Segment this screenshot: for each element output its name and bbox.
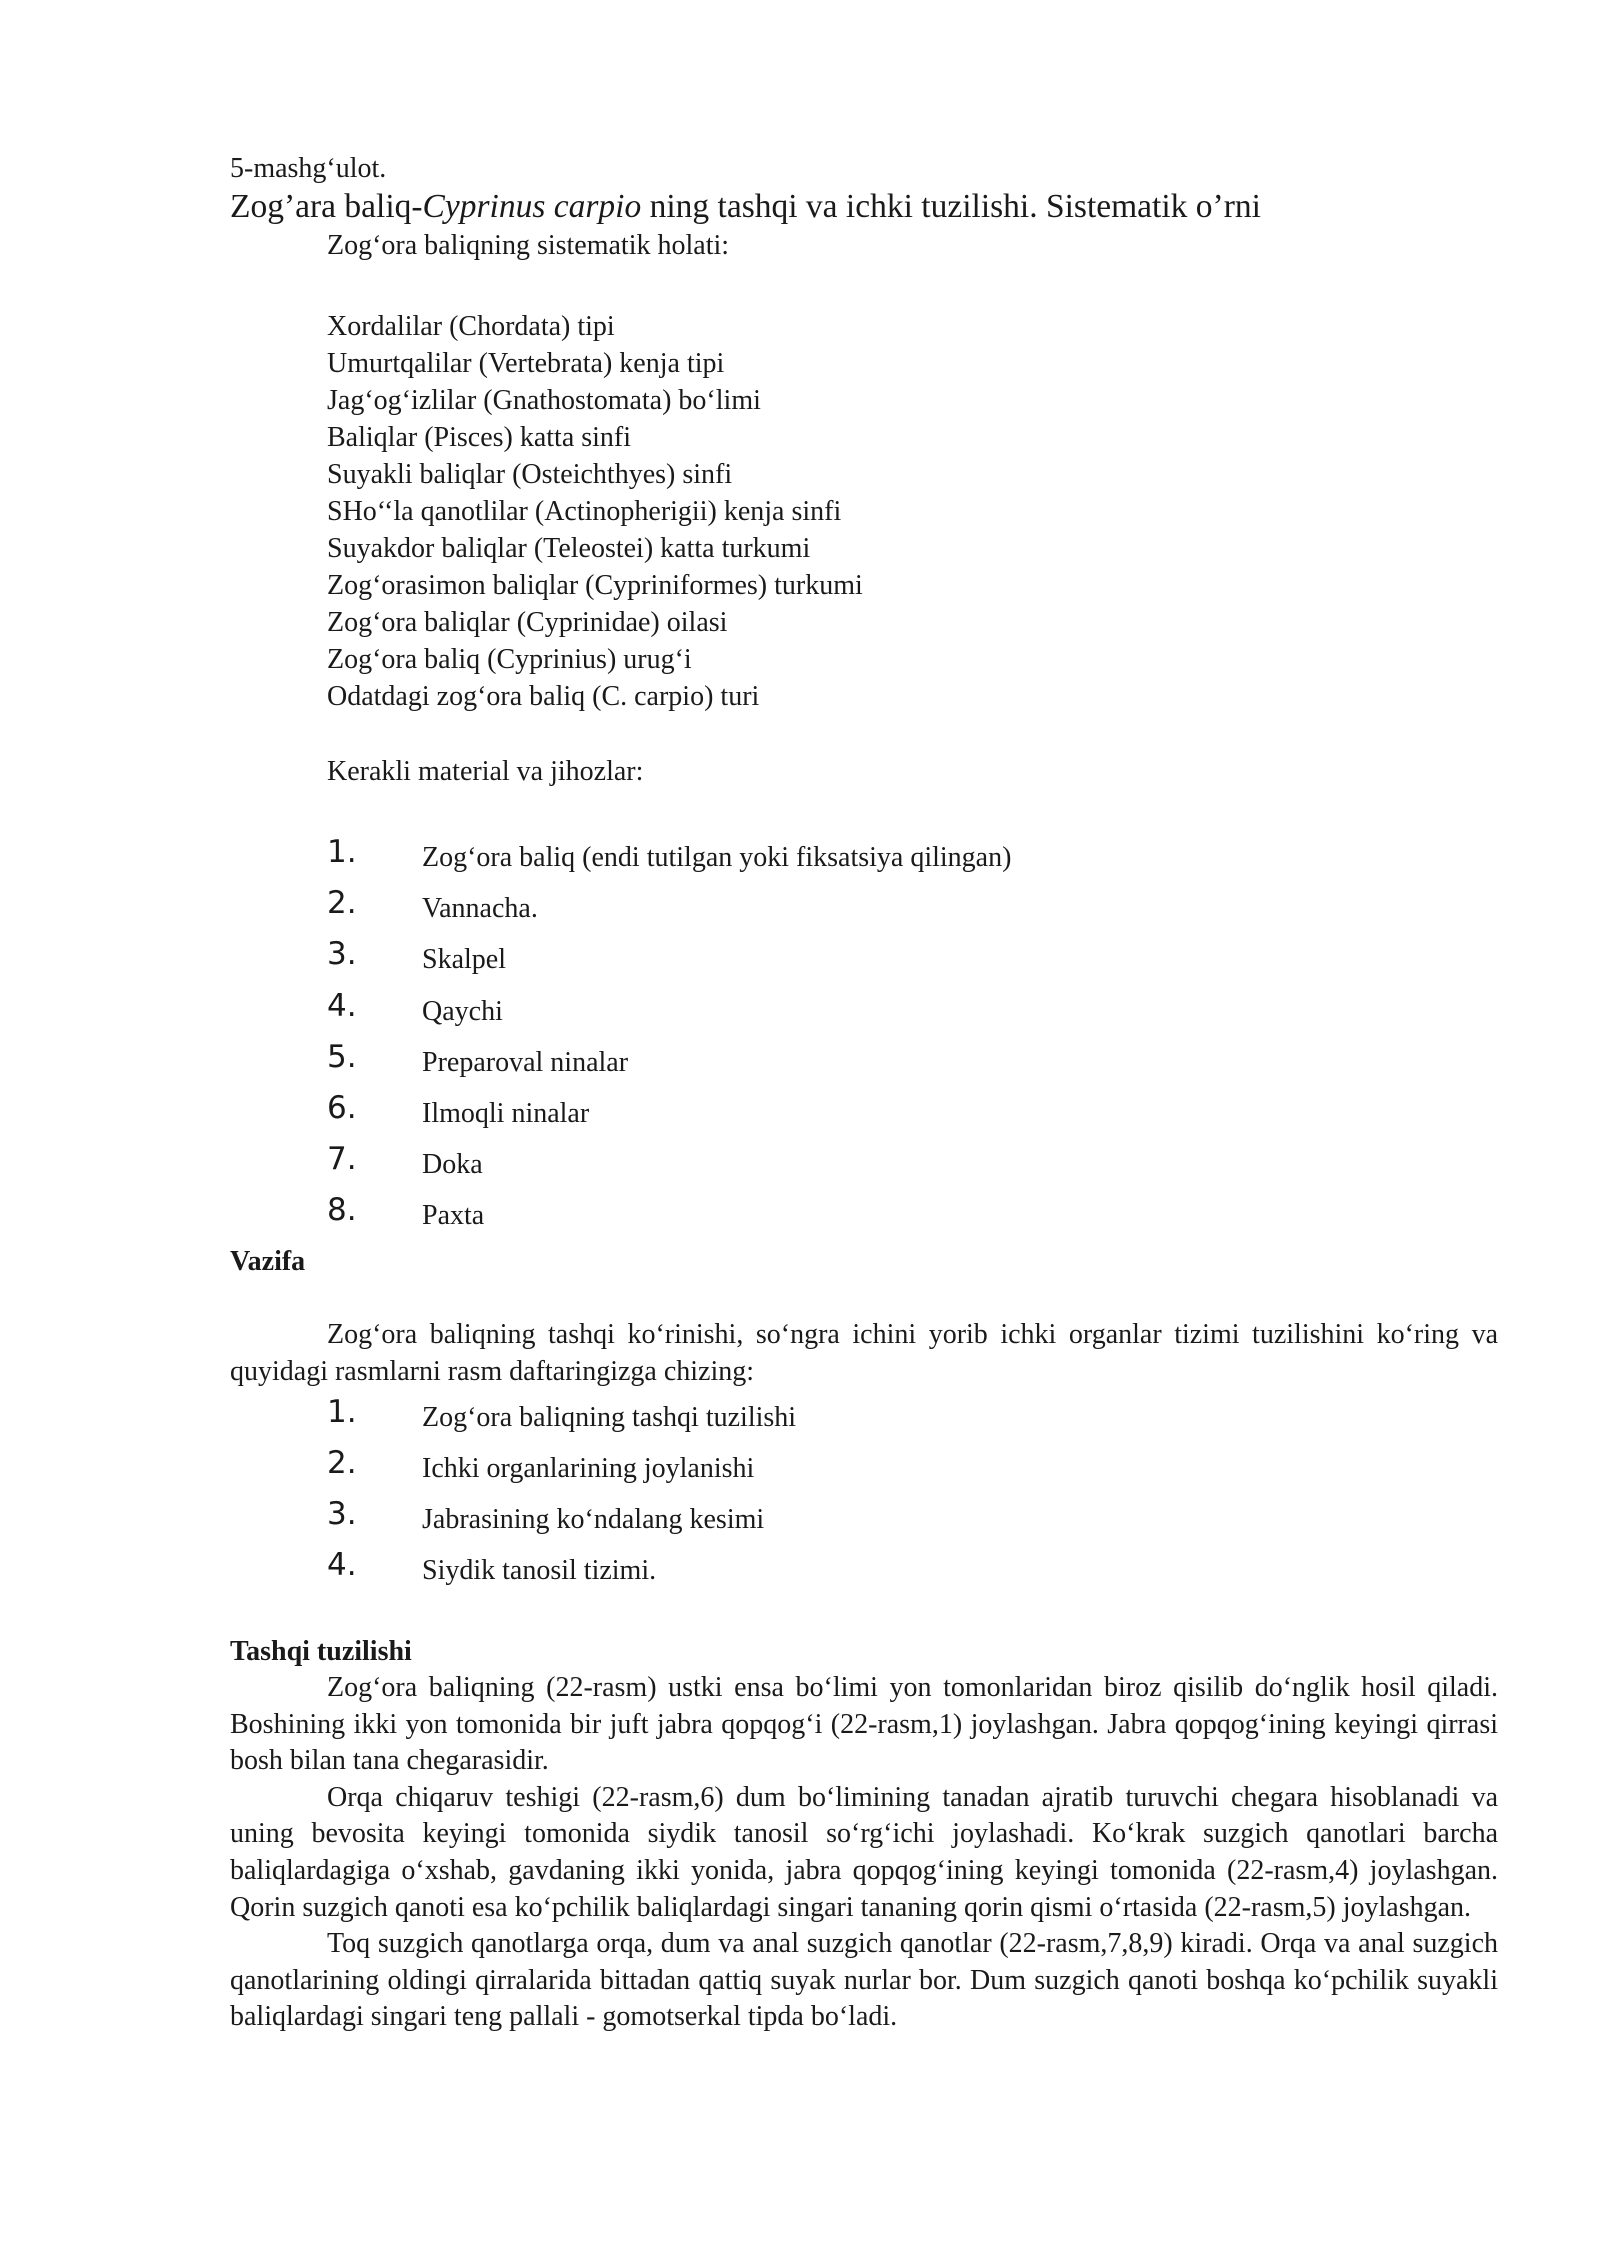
list-number: 1. [327,1394,357,1430]
list-number: 2. [327,1445,357,1481]
taxon-line: Umurtqalilar (Vertebrata) kenja tipi [327,348,725,379]
title-prefix: Zog’ara baliq- [230,188,423,225]
list-item [230,934,1498,985]
list-text: Siydik tanosil tizimi. [422,1555,657,1586]
list-item [230,1494,1498,1545]
materials-list [230,832,1498,1242]
taxon-line: Zog‘ora baliq (Cyprinius) urug‘i [327,644,692,675]
external-structure-section [230,1633,1498,2036]
task-paragraph-block [230,1317,1498,1390]
list-text: Paxta [422,1200,485,1232]
materials-heading: Kerakli material va jihozlar: [327,756,644,787]
list-number: 2. [327,885,357,922]
body-paragraph: Toq suzgich qanotlarga orqa, dum va anal suzgich qanotlar (22-rasm,7,8,9) kiradi. Orqa va anal suzgich qanotlarining oldingi qirralarida bittadan qattiq suyak nurlar bor. Dum suzgich qanoti boshqa ko‘pchilik suyakli baliqlardagi singari teng pallali - gomotserkal tipda bo‘ladi. [230,1928,1498,2033]
list-text: Jabrasining ko‘ndalang kesimi [422,1504,765,1535]
taxon-line: Suyakdor baliqlar (Teleostei) katta turkumi [327,533,811,564]
list-number: 4. [327,1547,357,1583]
task-heading: Vazifa [230,1246,306,1277]
materials-section [230,753,1498,790]
taxon-line: Zog‘orasimon baliqlar (Cypriniformes) turkumi [327,570,863,601]
list-item [230,1443,1498,1494]
list-text: Zog‘ora baliqning tashqi tuzilishi [422,1402,797,1433]
list-number: 1. [327,834,357,870]
list-number: 3. [327,936,357,973]
systematic-list [230,308,1498,715]
list-item [230,1392,1498,1443]
list-number: 3. [327,1496,357,1532]
list-text: Ilmoqli ninalar [422,1097,590,1129]
taxon-line: Baliqlar (Pisces) katta sinfi [327,422,632,453]
taxon-line: Suyakli baliqlar (Osteichthyes) sinfi [327,459,733,490]
list-item [230,832,1498,883]
taxon-line: Jag‘og‘izlilar (Gnathostomata) bo‘limi [327,385,761,416]
taxon-line: SHo‘‘la qanotlilar (Actinopherigii) kenja sinfi [327,496,842,527]
taxon-line: Zog‘ora baliqlar (Cyprinidae) oilasi [327,607,728,638]
list-text: Doka [422,1149,483,1181]
list-item [230,1139,1498,1190]
list-text: Skalpel [422,944,506,976]
lesson-header [230,150,1498,264]
list-item [230,883,1498,934]
list-item [230,1088,1498,1139]
list-text: Ichki organlarining joylanishi [422,1453,755,1484]
list-item [230,1545,1498,1596]
list-number: 6. [327,1089,357,1126]
list-number: 5. [327,1038,357,1075]
lesson-number: 5-mashg‘ulot. [230,153,387,184]
title-suffix: ning tashqi va ichki tuzilishi. Sistematik o’rni [641,188,1261,225]
list-text: Vannacha. [422,893,538,925]
body-paragraph: Zog‘ora baliqning (22-rasm) ustki ensa bo‘limi yon tomonlaridan biroz qisilib do‘nglik hosil qiladi. Boshining ikki yon tomonida bir juft jabra qopqog‘i (22-rasm,1) joylashgan. Jabra qopqog‘ining keyingi qirrasi bosh bilan tana chegarasidir. [230,1672,1498,1777]
taxon-line: Xordalilar (Chordata) tipi [327,311,615,342]
page-title [230,187,1498,227]
taxon-line: Odatdagi zog‘ora baliq (C. carpio) turi [327,681,760,712]
list-text: Preparoval ninalar [422,1046,629,1078]
list-item [230,1190,1498,1241]
list-text: Zog‘ora baliq (endi tutilgan yoki fiksatsiya qilingan) [422,842,1012,873]
list-item [230,986,1498,1037]
task-section [230,1243,1498,1280]
section-heading: Tashqi tuzilishi [230,1636,412,1667]
systematic-intro: Zog‘ora baliqning sistematik holati: [327,230,730,261]
list-text: Qaychi [422,995,503,1027]
list-number: 7. [327,1141,357,1178]
list-number: 4. [327,987,357,1024]
list-number: 8. [327,1192,357,1229]
title-latin-name: Cyprinus carpio [422,188,642,225]
list-item [230,1037,1498,1088]
task-paragraph: Zog‘ora baliqning tashqi ko‘rinishi, so‘ngra ichini yorib ichki organlar tizimi tuzilishini ko‘ring va quyidagi rasmlarni rasm daftaringizga chizing: [230,1319,1498,1387]
body-paragraph: Orqa chiqaruv teshigi (22-rasm,6) dum bo‘limining tanadan ajratib turuvchi chegara hisoblanadi va uning bevosita keyingi tomonida siydik tanosil so‘rg‘ichi joylashadi. Ko‘krak suzgich qanotlari barcha baliqlardagiga o‘xshab, gavdaning ikki yonida, jabra qopqog‘ining keyingi tomonida (22-rasm,4) joylashgan. Qorin suzgich qanoti esa ko‘pchilik baliqlardagi singari tananing qorin qismi o‘rtasida (22-rasm,5) joylashgan. [230,1781,1498,1923]
task-list [230,1392,1498,1596]
